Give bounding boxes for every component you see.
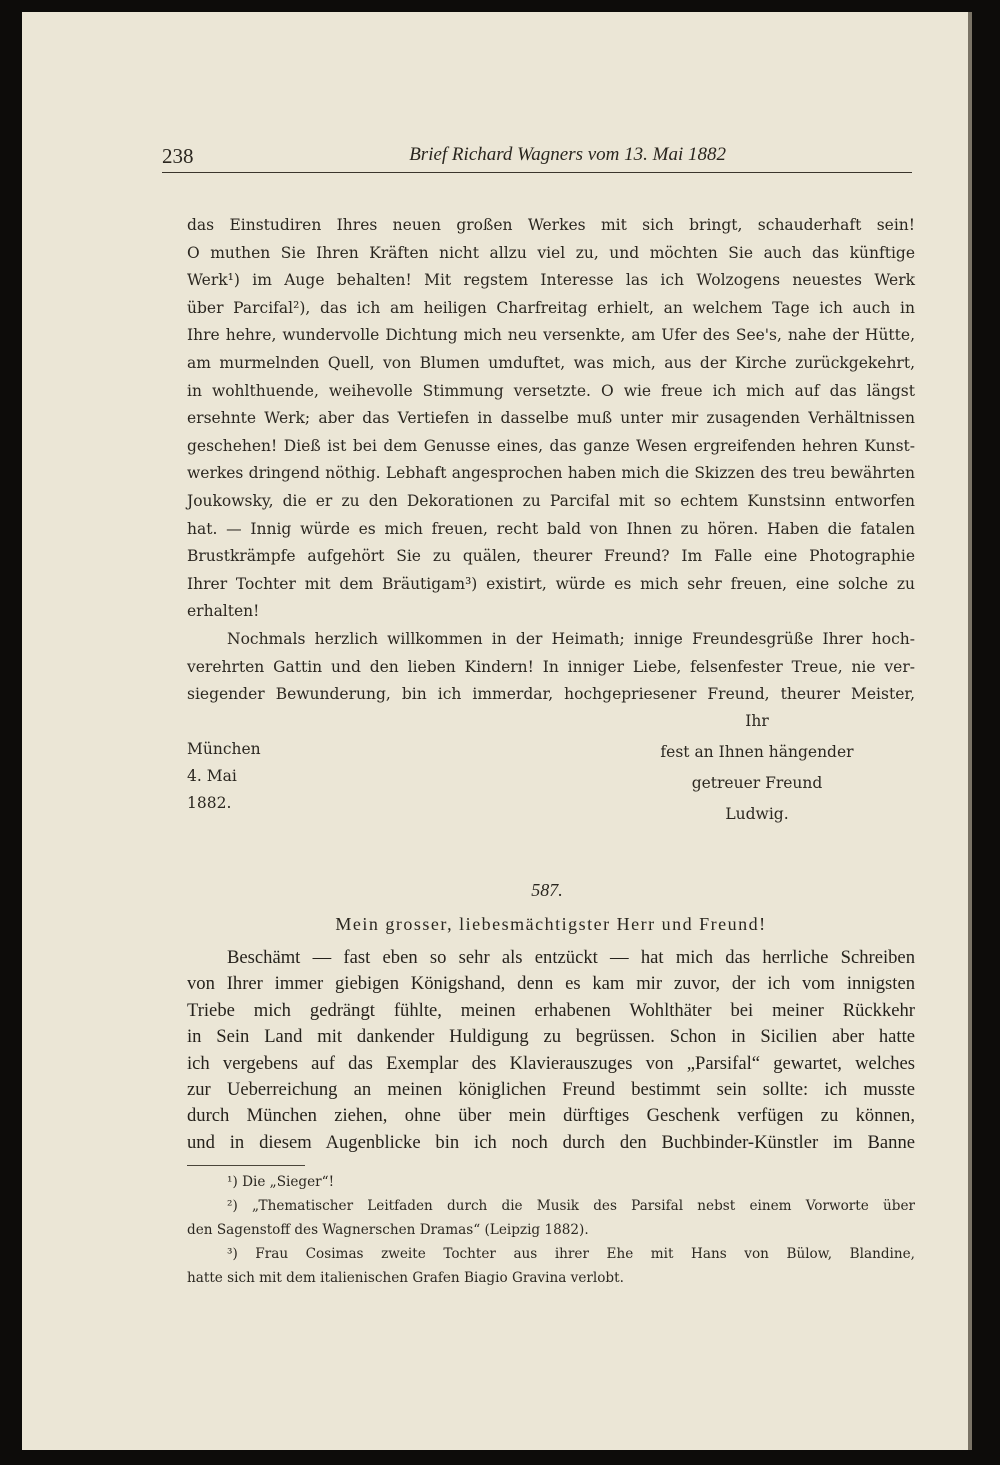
text-line: werkes dringend nöthig. Lebhaft angesprochen haben mich die Skizzen des treu bewährten <box>187 464 915 483</box>
footnote-divider <box>187 1165 305 1166</box>
text-line: über Parcifal²), das ich am heiligen Charfreitag erhielt, an welchem Tage ich auch in <box>187 298 915 317</box>
text-line: ersehnte Werk; aber das Vertiefen in dasselbe muß unter mir zusagenden Verhältnissen <box>187 409 915 428</box>
text-line: Nochmals herzlich willkommen in der Heimath; innige Freundesgrüße Ihrer hoch- <box>227 629 915 648</box>
text-line: Werk¹) im Auge behalten! Mit regstem Interesse las ich Wolzogens neuestes Werk <box>187 271 915 290</box>
closing-date-day: 4. Mai <box>187 767 237 785</box>
text-line: am murmelnden Quell, von Blumen umduftet, was mich, aus der Kirche zurückgekehrt, <box>187 353 915 372</box>
text-line: durch München ziehen, ohne über mein dürftiges Geschenk verfügen zu können, <box>187 1105 915 1127</box>
footnote: ²) „Thematischer Leitfaden durch die Musik des Parsifal nebst einem Vorworte über <box>227 1198 915 1214</box>
text-line: in wohlthuende, weihevolle Stimmung versetzte. O wie freue ich mich auf das längst <box>187 381 915 400</box>
signoff-line: fest an Ihnen hängender <box>660 743 854 761</box>
footnotes <box>187 1170 915 1290</box>
signoff-block <box>627 706 887 830</box>
text-line: das Einstudiren Ihres neuen großen Werkes mit sich bringt, schauderhaft sein! <box>187 216 915 234</box>
place-and-date <box>187 736 261 817</box>
text-line: Joukowsky, die er zu den Dekorationen zu Parcifal mit so echtem Kunstsinn entworfen <box>187 491 915 510</box>
text-line: geschehen! Dieß ist bei dem Genusse eines, das ganze Wesen ergreifenden hehren Kunst- <box>187 436 915 455</box>
signoff-line: getreuer Freund <box>691 774 823 792</box>
text-line: in Sein Land mit dankender Huldigung zu begrüssen. Schon in Sicilien aber hatte <box>187 1026 915 1048</box>
text-line: hat. — Innig würde es mich freuen, recht bald von Ihnen zu hören. Haben die fatalen <box>187 519 915 538</box>
text-line: Ihre hehre, wundervolle Dichtung mich neu versenkte, am Ufer des See's, nahe der Hütte, <box>187 326 915 345</box>
running-title: Brief Richard Wagners vom 13. Mai 1882 <box>409 144 726 165</box>
letter-closing <box>187 706 915 836</box>
text-line: von Ihrer immer giebigen Königshand, denn es kam mir zuvor, der ich vom innigsten <box>187 973 915 995</box>
salutation: Mein grosser, liebesmächtigster Herr und Freund! <box>335 914 767 934</box>
letter-number: 587. <box>531 880 563 900</box>
text-line: verehrten Gattin und den lieben Kindern! In inniger Liebe, felsenfester Treue, nie ver- <box>187 657 915 676</box>
text-line: O muthen Sie Ihren Kräften nicht allzu viel zu, und möchten Sie auch das künftige <box>187 243 915 262</box>
page-sheet <box>22 12 972 1450</box>
text-line: siegender Bewunderung, bin ich immerdar, hochgepriesener Freund, theurer Meister, <box>187 685 915 704</box>
text-line: und in diesem Augenblicke bin ich noch durch den Buchbinder-Künstler im Banne <box>187 1131 915 1153</box>
footnote: den Sagenstoff des Wagnerschen Dramas“ (Leipzig 1882). <box>187 1222 589 1238</box>
closing-place: München <box>187 740 261 758</box>
reply-body <box>187 945 915 1156</box>
text-line: ich vergebens auf das Exemplar des Klavierauszuges von „Parsifal“ gewartet, welches <box>187 1052 915 1074</box>
signoff-line: Ihr <box>745 712 769 730</box>
text-line: erhalten! <box>187 602 260 621</box>
page-number: 238 <box>162 144 194 168</box>
footnote: hatte sich mit dem italienischen Grafen Biagio Gravina verlobt. <box>187 1270 624 1286</box>
letter-body <box>187 212 915 709</box>
signature: Ludwig. <box>725 805 789 823</box>
text-line: Triebe mich gedrängt fühlte, meinen erhabenen Wohlthäter bei meiner Rückkehr <box>187 999 915 1021</box>
text-line: zur Ueberreichung an meinen königlichen Freund bestimmt sein sollte: ich musste <box>187 1078 915 1100</box>
text-line: Beschämt — fast eben so sehr als entzückt — hat mich das herrliche Schreiben <box>227 947 915 968</box>
footnote: ³) Frau Cosimas zweite Tochter aus ihrer Ehe mit Hans von Bülow, Blandine, <box>227 1246 915 1262</box>
text-line: Ihrer Tochter mit dem Bräutigam³) existirt, würde es mich sehr freuen, eine solche zu <box>187 574 915 593</box>
footnote: ¹) Die „Sieger“! <box>227 1174 335 1190</box>
page-header <box>162 142 912 173</box>
text-line: Brustkrämpfe aufgehört Sie zu quälen, theurer Freund? Im Falle eine Photographie <box>187 547 915 566</box>
closing-date-year: 1882. <box>187 794 232 812</box>
